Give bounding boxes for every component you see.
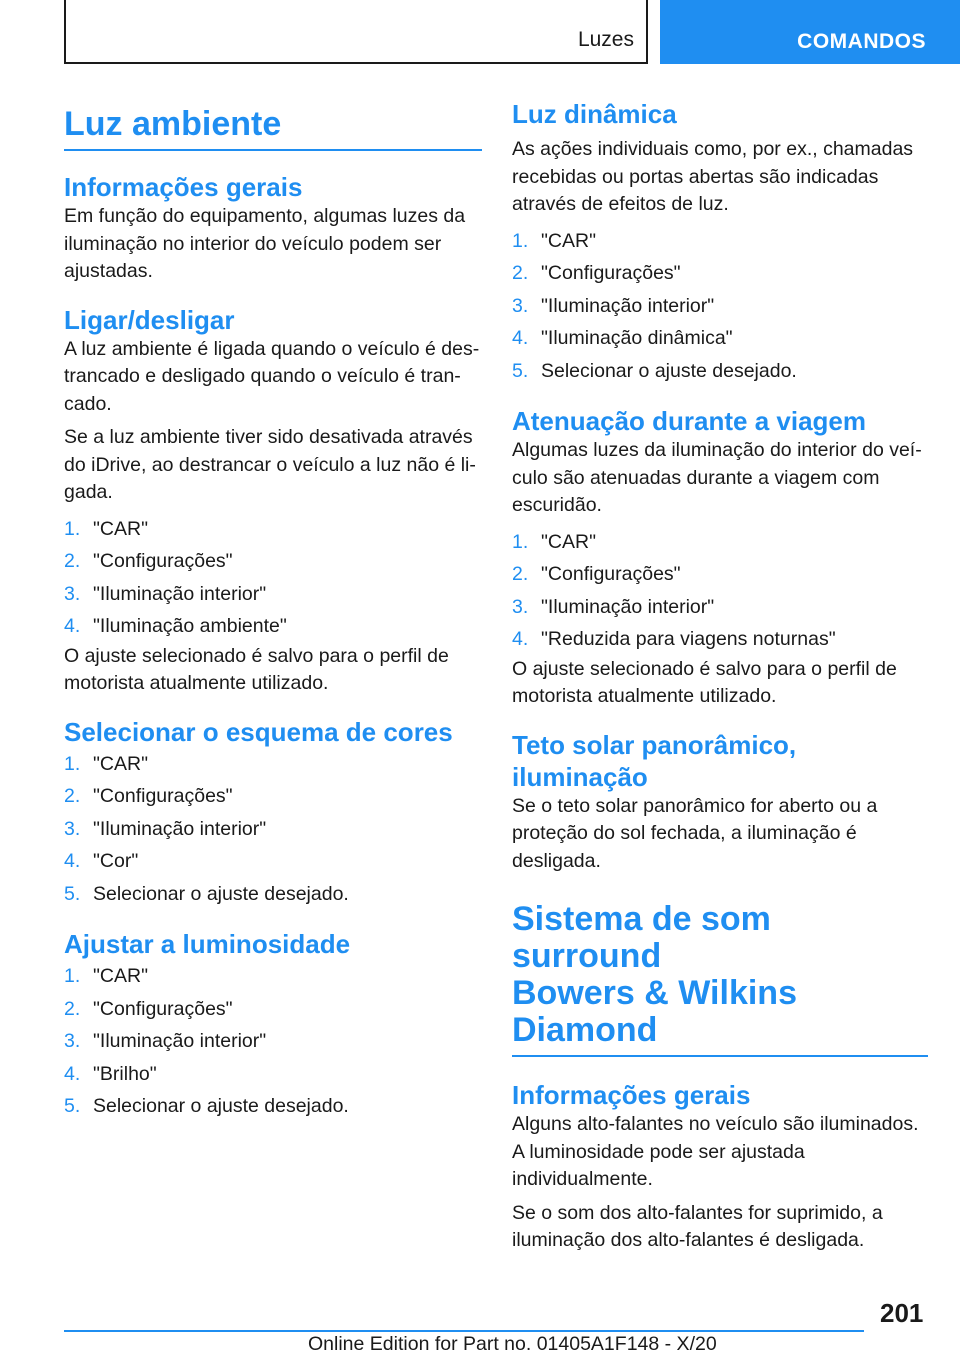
footer-divider (64, 1330, 864, 1332)
on-off-text-1: A luz ambiente é ligada quando o veículo é destrancado e desligado quando o veículo é trancado. (64, 337, 480, 415)
step-number: 3. (512, 294, 529, 317)
sound-title-line-1: Sistema de som surround (512, 900, 771, 975)
list-item (64, 878, 482, 911)
step-number: 1. (512, 530, 529, 553)
step-number: 4. (512, 327, 529, 349)
list-item (64, 1058, 482, 1091)
section-title-sound-system (512, 901, 928, 1057)
heading-sunroof (512, 729, 928, 793)
dimming-text: Algumas luzes da iluminação do interior do veículo são atenuadas durante a viagem com escuridão. (512, 439, 922, 516)
step-number: 3. (64, 1030, 81, 1052)
on-off-text-2: Se a luz ambiente tiver sido desativada através do iDrive, ao destrancar o veículo a luz não é ligada. (64, 426, 476, 503)
list-item (64, 1090, 482, 1123)
step-text: "Iluminação interior" (541, 595, 715, 618)
list-item (64, 545, 482, 578)
list-item (512, 558, 928, 591)
step-text: "CAR" (541, 530, 597, 553)
list-item (64, 780, 482, 813)
list-item (64, 993, 482, 1026)
dimming-steps (512, 526, 928, 656)
step-text: "Configurações" (93, 997, 233, 1020)
list-item (512, 257, 928, 290)
list-item (512, 225, 928, 258)
step-text: "Iluminação dinâmica" (541, 327, 733, 349)
list-item (64, 960, 482, 993)
sound-text-2: Se o som dos alto-falantes for suprimido, a iluminação dos alto-falantes é desligada. (512, 1201, 883, 1251)
footer-edition: Online Edition for Part no. 01405A1F148 - X/20 (308, 1333, 717, 1355)
step-number: 3. (64, 817, 81, 840)
sunroof-heading-line-1: Teto solar panorâmico, (512, 729, 797, 760)
list-item (64, 845, 482, 878)
sunroof-heading-line-2: iluminação (512, 761, 648, 792)
dimming-note: O ajuste selecionado é salvo para o perfil de motorista atualmente utilizado. (512, 657, 897, 707)
step-text: "CAR" (93, 965, 149, 987)
brightness-steps (64, 960, 482, 1123)
list-item (64, 513, 482, 546)
step-number: 2. (512, 262, 529, 284)
on-off-steps (64, 513, 482, 643)
step-text: "CAR" (93, 752, 149, 775)
list-item (64, 1025, 482, 1058)
list-item (512, 623, 928, 656)
color-steps (64, 748, 482, 911)
heading-on-off: Ligar/desligar (64, 304, 235, 335)
heading-dimming: Atenuação durante a viagem (512, 406, 866, 436)
dynamic-light-text: As ações individuais como, por ex., chamadas recebidas ou portas abertas são indicadas através de efeitos de luz. (512, 138, 914, 215)
step-number: 2. (64, 785, 81, 807)
sunroof-text: Se o teto solar panorâmico for aberto ou a proteção do sol fechada, a iluminação é desligada. (512, 794, 878, 872)
step-text: "Iluminação interior" (93, 817, 267, 840)
step-text: "Iluminação interior" (93, 1030, 267, 1052)
chapter-title: COMANDOS (797, 30, 926, 53)
step-number: 4. (64, 850, 81, 872)
right-column (512, 98, 928, 1255)
list-item (512, 290, 928, 323)
step-text: Selecionar o ajuste desejado. (93, 882, 349, 905)
list-item (512, 322, 928, 355)
step-text: "CAR" (93, 517, 149, 540)
step-text: "Reduzida para viagens noturnas" (541, 628, 836, 650)
step-text: "Iluminação ambiente" (93, 615, 287, 637)
step-number: 1. (64, 965, 81, 987)
dynamic-light-steps (512, 225, 928, 388)
step-number: 5. (64, 1095, 81, 1117)
sound-text-1: Alguns alto-falantes no veículo são iluminados. A luminosidade pode ser ajustada individualmente. (512, 1113, 919, 1190)
step-text: "Iluminação interior" (541, 294, 715, 317)
step-number: 2. (64, 997, 81, 1020)
heading-dynamic-light: Luz dinâmica (512, 99, 677, 129)
general-info-text: Em função do equipamento, algumas luzes da iluminação no interior do veículo podem ser ajustadas. (64, 205, 466, 282)
step-number: 4. (64, 615, 81, 637)
list-item (64, 578, 482, 611)
list-item (64, 748, 482, 781)
list-item (512, 591, 928, 624)
step-text: "Cor" (93, 850, 139, 872)
left-column (64, 98, 482, 1123)
step-number: 4. (512, 628, 529, 650)
section-title: Luzes (577, 28, 634, 51)
step-number: 2. (64, 550, 81, 572)
heading-brightness: Ajustar a luminosidade (64, 929, 351, 959)
step-number: 2. (512, 563, 529, 585)
page-number: 201 (880, 1298, 924, 1328)
step-number: 5. (512, 359, 529, 382)
step-text: "Configurações" (541, 563, 681, 585)
list-item (64, 610, 482, 643)
step-number: 3. (512, 595, 529, 618)
step-text: "Configurações" (93, 550, 233, 572)
list-item (512, 355, 928, 388)
heading-color-scheme: Selecionar o esquema de cores (64, 716, 453, 747)
step-text: Selecionar o ajuste desejado. (93, 1095, 349, 1117)
heading-general-info: Informações gerais (64, 172, 303, 202)
step-number: 1. (64, 517, 81, 540)
header-bar (64, 0, 648, 64)
step-text: "Configurações" (93, 785, 233, 807)
step-number: 4. (64, 1062, 81, 1085)
step-text: "Brilho" (93, 1062, 157, 1085)
step-number: 5. (64, 882, 81, 905)
sound-title-line-2: Bowers & Wilkins Diamond (512, 974, 797, 1049)
step-text: Selecionar o ajuste desejado. (541, 359, 797, 382)
step-number: 1. (64, 752, 81, 775)
list-item (512, 526, 928, 559)
step-text: "CAR" (541, 229, 597, 252)
list-item (64, 813, 482, 846)
page-title: Luz ambiente (64, 98, 482, 151)
heading-sound-general-info: Informações gerais (512, 1080, 751, 1110)
step-text: "Configurações" (541, 262, 681, 284)
step-text: "Iluminação interior" (93, 582, 267, 605)
step-number: 3. (64, 582, 81, 605)
chapter-tab (660, 0, 960, 64)
on-off-note: O ajuste selecionado é salvo para o perfil de motorista atualmente utilizado. (64, 644, 449, 694)
step-number: 1. (512, 229, 529, 252)
